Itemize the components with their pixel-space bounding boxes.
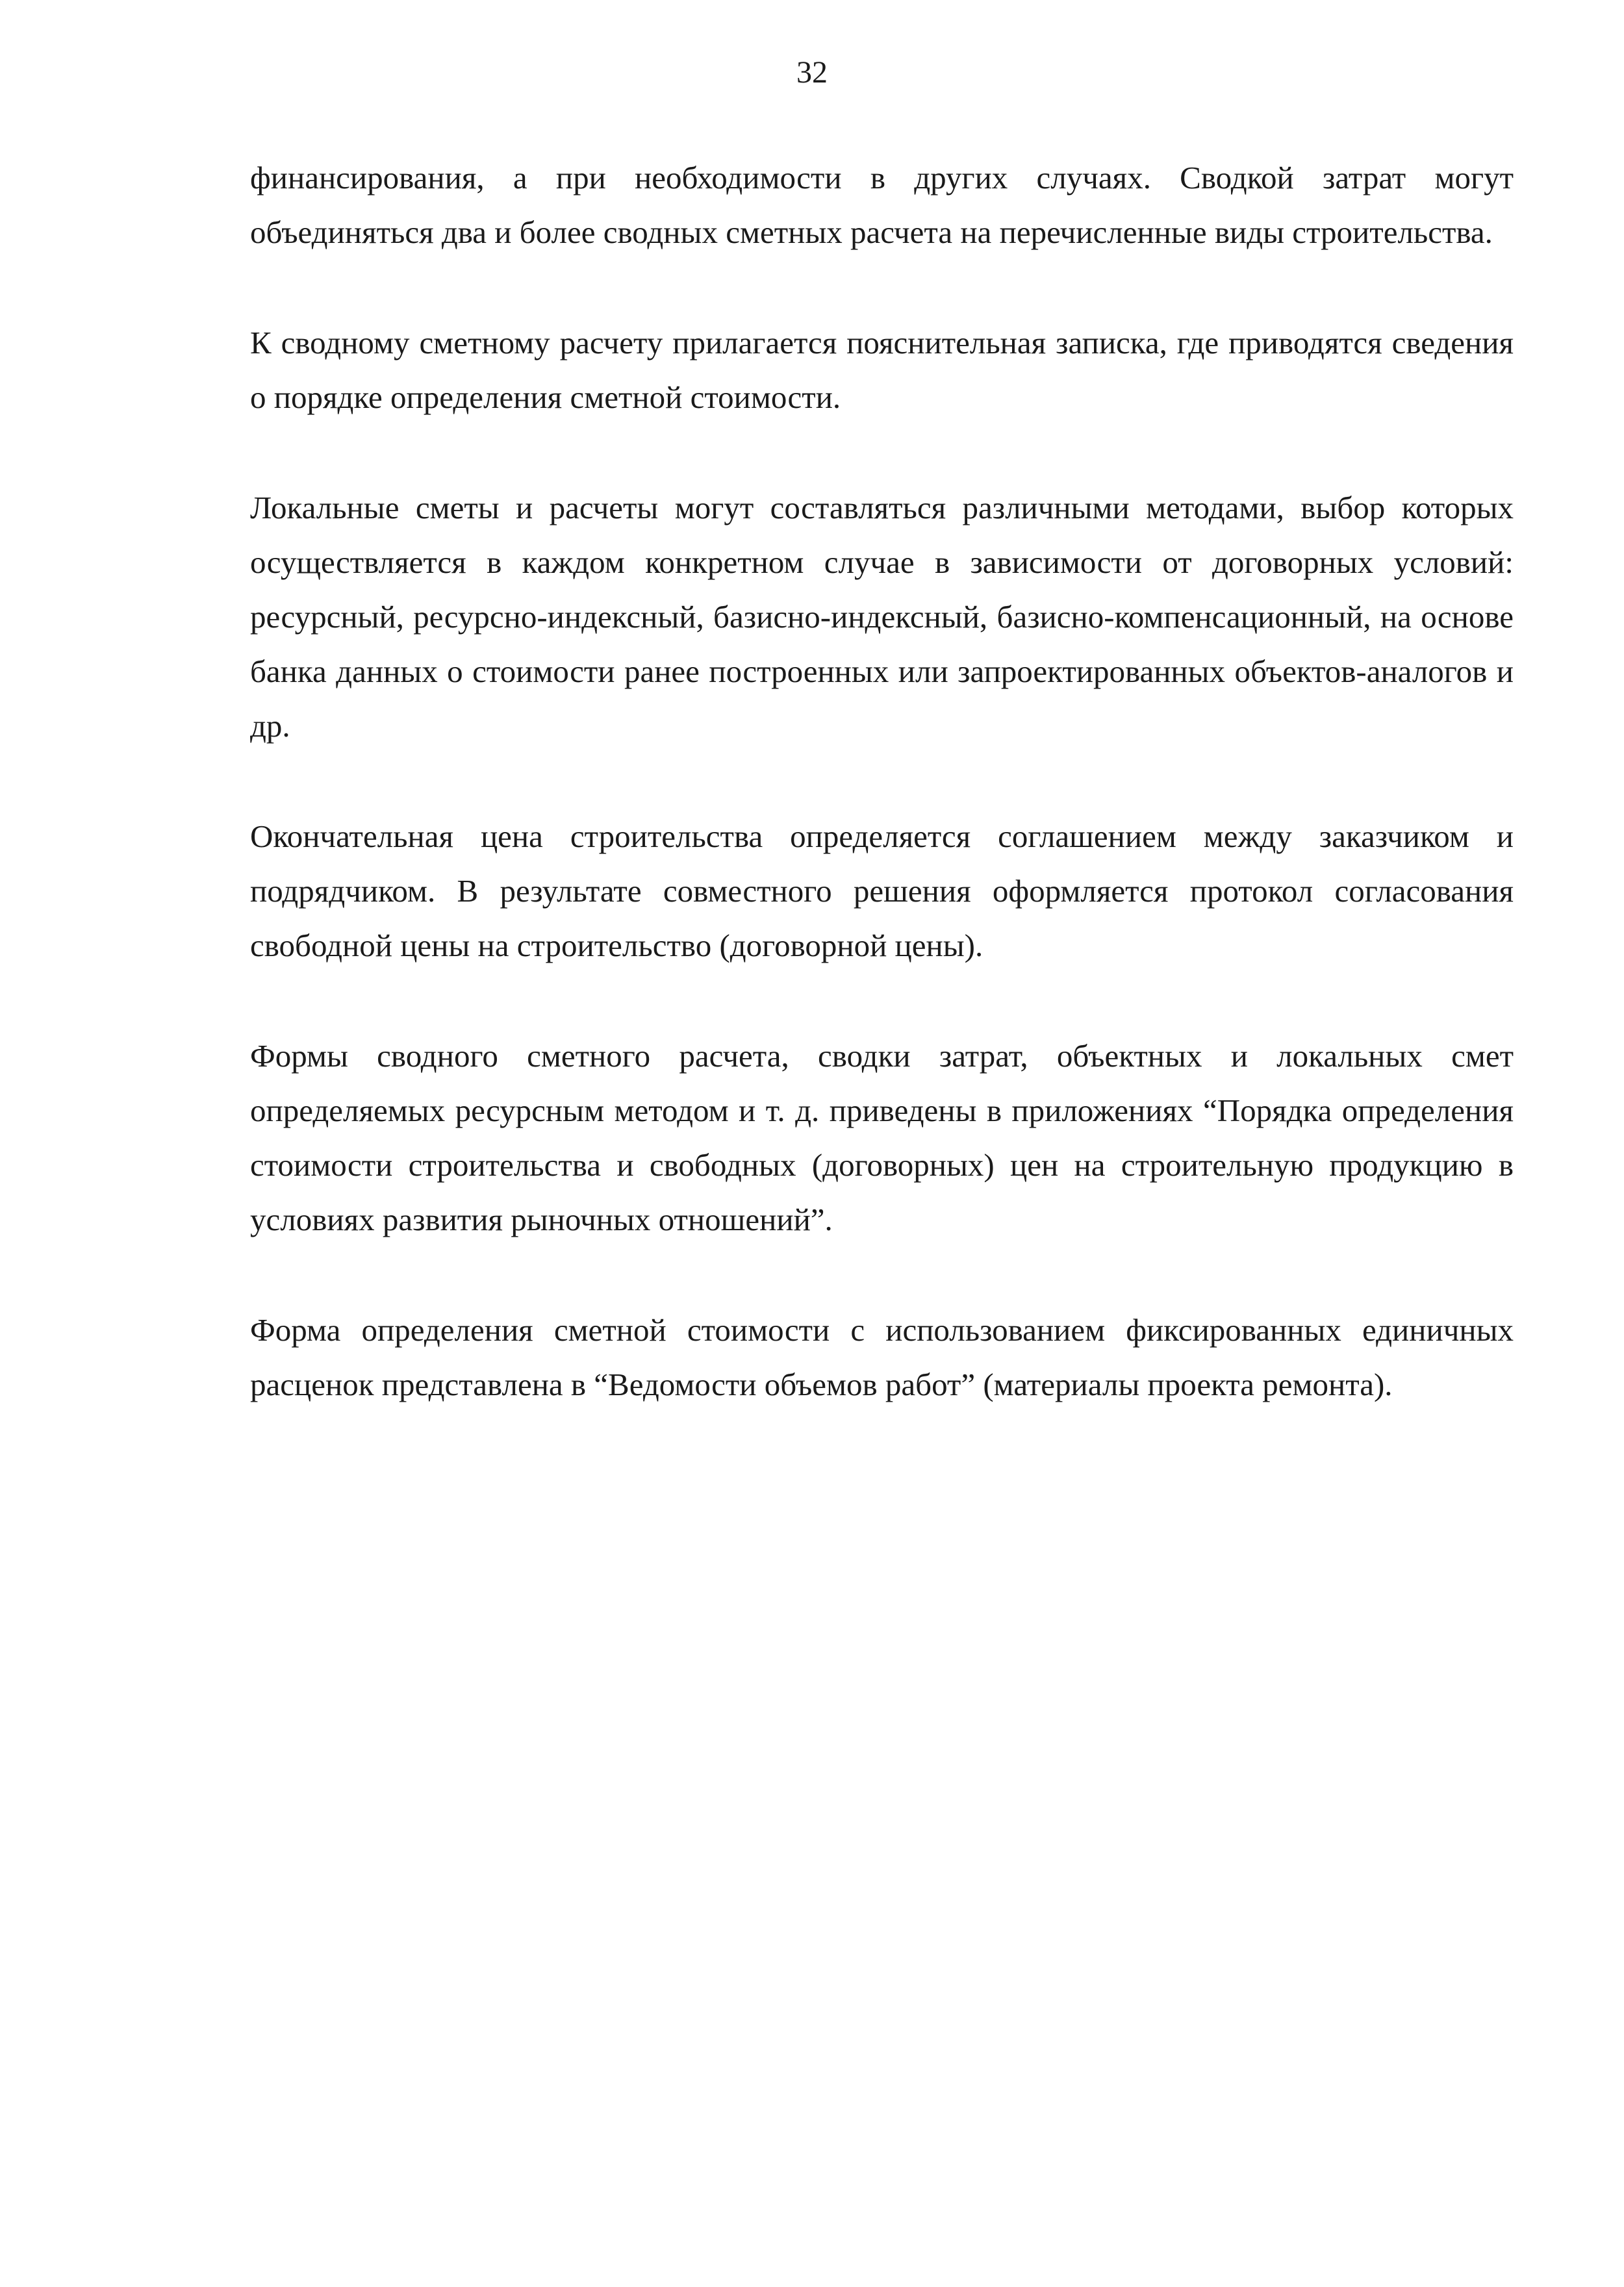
page-number: 32 <box>796 55 828 90</box>
paragraph-explanatory-note: К сводному сметному расчету прилагается пояснительная записка, где приводятся сведения о порядке определения сметной стоимости. <box>250 325 1514 415</box>
paragraph-fixed-rates-form: Форма определения сметной стоимости с использованием фиксированных единичных расценок представлена в “Ведомости объемов работ” (материалы проекта ремонта). <box>250 1312 1514 1402</box>
paragraph-estimate-forms: Формы сводного сметного расчета, сводки затрат, объектных и локальных смет определяемых ресурсным методом и т. д. приведены в приложениях “Порядка определения стоимости строительства и свободных (договорных) цен на строительную продукцию в условиях развития рыночных отношений”. <box>250 1038 1514 1237</box>
paragraph-financing-summary: финансирования, а при необходимости в других случаях. Сводкой затрат могут объединяться два и более сводных сметных расчета на перечисленные виды строительства. <box>250 160 1514 250</box>
paragraph-local-estimates-methods: Локальные сметы и расчеты могут составляться различными методами, выбор которых осуществляется в каждом конкретном случае в зависимости от договорных условий: ресурсный, ресурсно-индексный, базисно-индексный, базисно-компенсационный, на основе банка данных о стоимости ранее построенных или запроектированных объектов-аналогов и др. <box>250 490 1514 744</box>
document-body <box>250 151 1514 1468</box>
paragraph-final-price: Окончательная цена строительства определяется соглашением между заказчиком и подрядчиком. В результате совместного решения оформляется протокол согласования свободной цены на строительство (договорной цены). <box>250 818 1514 963</box>
